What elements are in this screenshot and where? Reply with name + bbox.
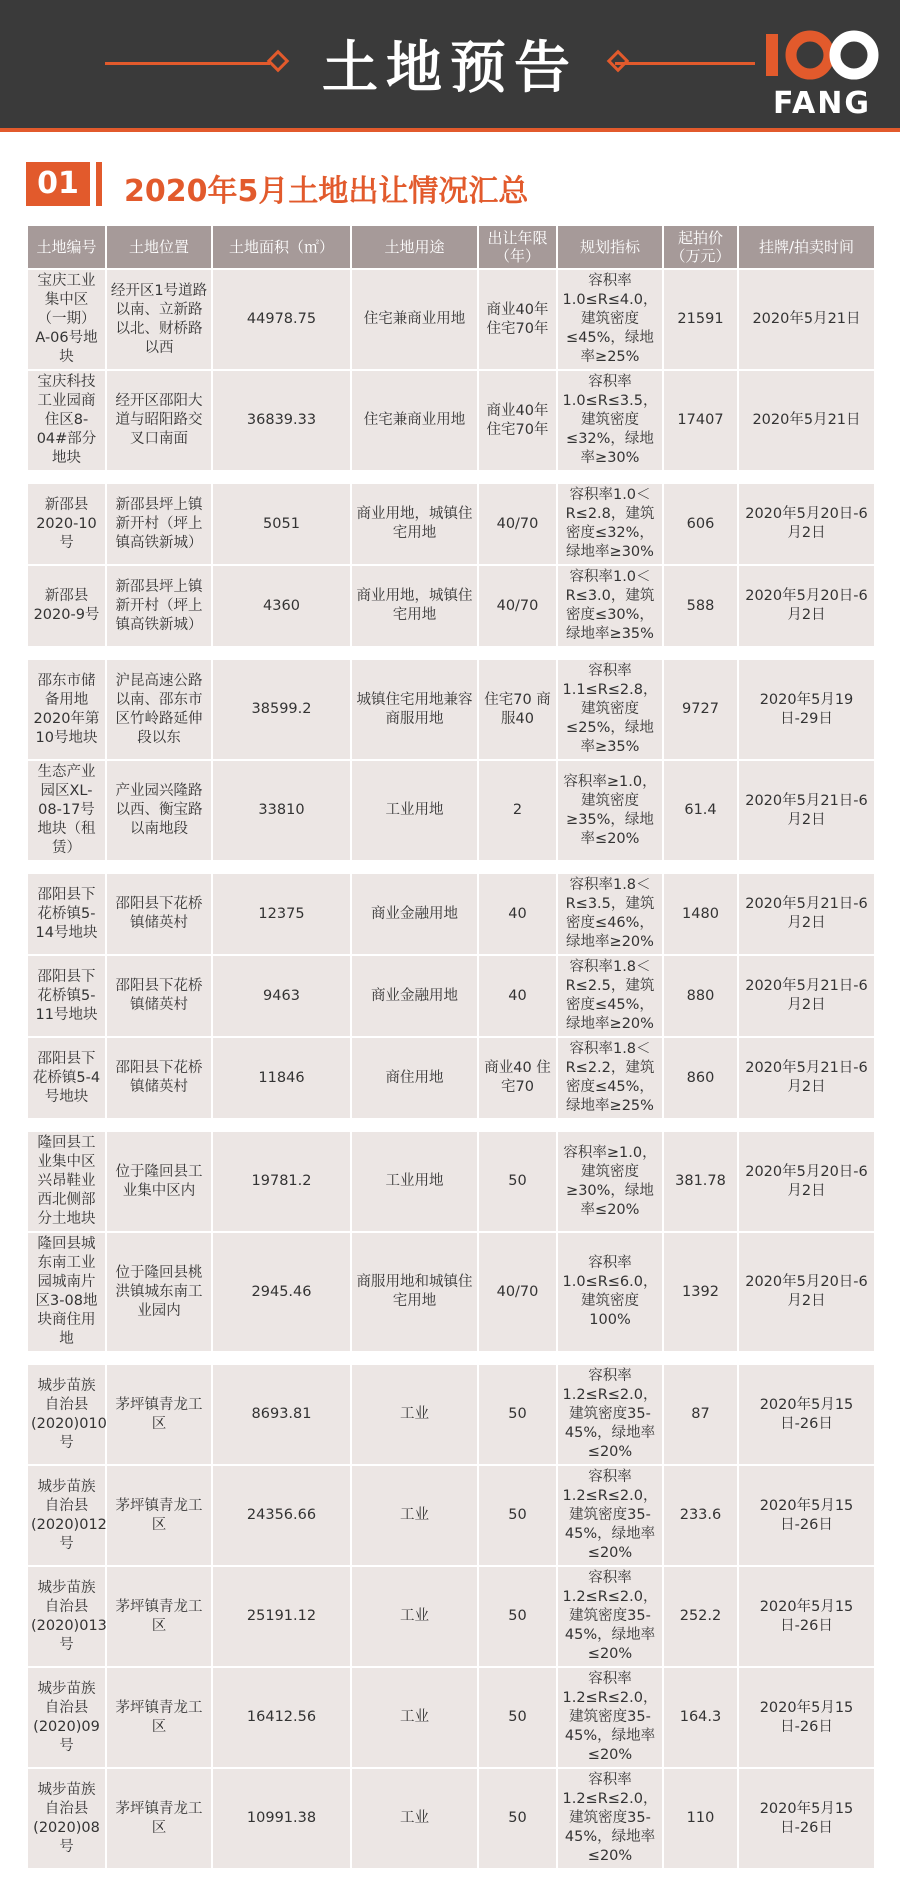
cell-usage: 城镇住宅用地兼容商服用地 xyxy=(352,660,477,759)
cell-auction-time: 2020年5月15日-26日 xyxy=(739,1365,874,1464)
cell-planning: 容积率1.8＜R≤3.5，建筑密度≤46%，绿地率≥20% xyxy=(558,874,662,954)
fang-logo xyxy=(762,24,882,124)
col-header: 土地用途 xyxy=(352,226,477,268)
cell-usage: 商住用地 xyxy=(352,1038,477,1118)
cell-term: 40 xyxy=(479,874,556,954)
table-body xyxy=(28,270,874,1868)
col-header: 起拍价（万元） xyxy=(664,226,737,268)
cell-auction-time: 2020年5月21日-6月2日 xyxy=(739,1038,874,1118)
cell-start-price: 87 xyxy=(664,1365,737,1464)
group-separator xyxy=(28,1120,874,1130)
cell-planning: 容积率1.0≤R≤3.5，建筑密度≤32%，绿地率≥30% xyxy=(558,371,662,470)
cell-location: 产业园兴隆路以西、衡宝路以南地段 xyxy=(107,761,211,860)
col-header: 挂牌/拍卖时间 xyxy=(739,226,874,268)
section-accent-bar xyxy=(96,162,102,206)
cell-auction-time: 2020年5月21日-6月2日 xyxy=(739,874,874,954)
cell-term: 50 xyxy=(479,1668,556,1767)
cell-term: 40/70 xyxy=(479,484,556,564)
cell-planning: 容积率1.8＜R≤2.5，建筑密度≤45%，绿地率≥20% xyxy=(558,956,662,1036)
cell-start-price: 880 xyxy=(664,956,737,1036)
table-row xyxy=(28,1567,874,1666)
cell-parcel-id: 宝庆工业集中区（一期）A-06号地块 xyxy=(28,270,105,369)
cell-parcel-id: 城步苗族自治县(2020)09号 xyxy=(28,1668,105,1767)
cell-area: 5051 xyxy=(213,484,350,564)
cell-start-price: 233.6 xyxy=(664,1466,737,1565)
cell-auction-time: 2020年5月15日-26日 xyxy=(739,1668,874,1767)
group-separator xyxy=(28,472,874,482)
cell-area: 44978.75 xyxy=(213,270,350,369)
table-row xyxy=(28,1668,874,1767)
cell-area: 10991.38 xyxy=(213,1769,350,1868)
cell-usage: 住宅兼商业用地 xyxy=(352,270,477,369)
cell-auction-time: 2020年5月20日-6月2日 xyxy=(739,566,874,646)
cell-location: 邵阳县下花桥镇储英村 xyxy=(107,1038,211,1118)
cell-planning: 容积率1.2≤R≤2.0，建筑密度35-45%，绿地率≤20% xyxy=(558,1668,662,1767)
logo-100-icon xyxy=(762,24,882,84)
cell-area: 33810 xyxy=(213,761,350,860)
cell-area: 36839.33 xyxy=(213,371,350,470)
cell-parcel-id: 城步苗族自治县(2020)08号 xyxy=(28,1769,105,1868)
cell-parcel-id: 新邵县2020-9号 xyxy=(28,566,105,646)
table-row xyxy=(28,761,874,860)
cell-location: 新邵县坪上镇新开村（坪上镇高铁新城） xyxy=(107,566,211,646)
cell-start-price: 17407 xyxy=(664,371,737,470)
cell-planning: 容积率1.2≤R≤2.0，建筑密度35-45%，绿地率≤20% xyxy=(558,1769,662,1868)
col-header: 土地位置 xyxy=(107,226,211,268)
cell-planning: 容积率1.0≤R≤6.0，建筑密度100% xyxy=(558,1233,662,1351)
separator-cell xyxy=(28,472,874,482)
separator-cell xyxy=(28,862,874,872)
table-row xyxy=(28,1038,874,1118)
cell-location: 茅坪镇青龙工区 xyxy=(107,1567,211,1666)
table-row xyxy=(28,874,874,954)
cell-usage: 工业用地 xyxy=(352,1132,477,1231)
table-header-row xyxy=(28,226,874,268)
cell-start-price: 164.3 xyxy=(664,1668,737,1767)
cell-auction-time: 2020年5月20日-6月2日 xyxy=(739,1132,874,1231)
cell-parcel-id: 隆回县城东南工业园城南片区3-08地块商住用地 xyxy=(28,1233,105,1351)
cell-area: 9463 xyxy=(213,956,350,1036)
cell-parcel-id: 新邵县2020-10号 xyxy=(28,484,105,564)
cell-planning: 容积率1.1≤R≤2.8，建筑密度≤25%，绿地率≥35% xyxy=(558,660,662,759)
cell-usage: 工业 xyxy=(352,1365,477,1464)
cell-parcel-id: 生态产业园区XL-08-17号地块（租赁） xyxy=(28,761,105,860)
cell-location: 茅坪镇青龙工区 xyxy=(107,1365,211,1464)
cell-parcel-id: 隆回县工业集中区兴昂鞋业西北侧部分土地块 xyxy=(28,1132,105,1231)
cell-location: 茅坪镇青龙工区 xyxy=(107,1668,211,1767)
cell-usage: 住宅兼商业用地 xyxy=(352,371,477,470)
cell-start-price: 588 xyxy=(664,566,737,646)
land-table xyxy=(26,224,876,1870)
cell-area: 24356.66 xyxy=(213,1466,350,1565)
cell-usage: 商服用地和城镇住宅用地 xyxy=(352,1233,477,1351)
cell-area: 8693.81 xyxy=(213,1365,350,1464)
banner-right-line xyxy=(615,62,755,65)
cell-start-price: 21591 xyxy=(664,270,737,369)
group-separator xyxy=(28,648,874,658)
cell-location: 茅坪镇青龙工区 xyxy=(107,1769,211,1868)
group-separator xyxy=(28,1353,874,1363)
table-row xyxy=(28,484,874,564)
cell-usage: 商业金融用地 xyxy=(352,874,477,954)
cell-area: 25191.12 xyxy=(213,1567,350,1666)
section-number: 01 xyxy=(26,162,90,206)
cell-term: 商业40年 住宅70年 xyxy=(479,270,556,369)
cell-planning: 容积率1.0＜R≤2.8，建筑密度≤32%，绿地率≥30% xyxy=(558,484,662,564)
cell-planning: 容积率1.2≤R≤2.0，建筑密度35-45%，绿地率≤20% xyxy=(558,1466,662,1565)
cell-usage: 商业金融用地 xyxy=(352,956,477,1036)
table-row xyxy=(28,566,874,646)
separator-cell xyxy=(28,1120,874,1130)
cell-location: 经开区邵阳大道与昭阳路交叉口南面 xyxy=(107,371,211,470)
cell-start-price: 1480 xyxy=(664,874,737,954)
cell-auction-time: 2020年5月20日-6月2日 xyxy=(739,1233,874,1351)
cell-auction-time: 2020年5月19日-29日 xyxy=(739,660,874,759)
cell-start-price: 61.4 xyxy=(664,761,737,860)
cell-parcel-id: 城步苗族自治县(2020)013号 xyxy=(28,1567,105,1666)
col-header: 规划指标 xyxy=(558,226,662,268)
cell-parcel-id: 城步苗族自治县(2020)010号 xyxy=(28,1365,105,1464)
cell-location: 沪昆高速公路以南、邵东市区竹岭路延伸段以东 xyxy=(107,660,211,759)
cell-start-price: 381.78 xyxy=(664,1132,737,1231)
cell-parcel-id: 邵东市储备用地2020年第10号地块 xyxy=(28,660,105,759)
cell-term: 40 xyxy=(479,956,556,1036)
cell-planning: 容积率≥1.0，建筑密度≥30%，绿地率≤20% xyxy=(558,1132,662,1231)
cell-usage: 工业 xyxy=(352,1567,477,1666)
cell-start-price: 110 xyxy=(664,1769,737,1868)
banner-title: 土地预告 xyxy=(322,36,578,101)
col-header: 土地编号 xyxy=(28,226,105,268)
cell-usage: 商业用地，城镇住宅用地 xyxy=(352,484,477,564)
cell-start-price: 1392 xyxy=(664,1233,737,1351)
cell-term: 50 xyxy=(479,1132,556,1231)
cell-auction-time: 2020年5月15日-26日 xyxy=(739,1567,874,1666)
cell-area: 4360 xyxy=(213,566,350,646)
cell-auction-time: 2020年5月20日-6月2日 xyxy=(739,484,874,564)
cell-planning: 容积率1.2≤R≤2.0，建筑密度35-45%，绿地率≤20% xyxy=(558,1567,662,1666)
cell-term: 商业40年 住宅70年 xyxy=(479,371,556,470)
cell-location: 新邵县坪上镇新开村（坪上镇高铁新城） xyxy=(107,484,211,564)
cell-auction-time: 2020年5月21日 xyxy=(739,270,874,369)
cell-auction-time: 2020年5月21日-6月2日 xyxy=(739,761,874,860)
separator-cell xyxy=(28,648,874,658)
cell-start-price: 606 xyxy=(664,484,737,564)
table-row xyxy=(28,1132,874,1231)
cell-planning: 容积率1.8＜R≤2.2，建筑密度≤45%，绿地率≥25% xyxy=(558,1038,662,1118)
cell-usage: 工业 xyxy=(352,1769,477,1868)
cell-location: 茅坪镇青龙工区 xyxy=(107,1466,211,1565)
cell-location: 位于隆回县桃洪镇城东南工业园内 xyxy=(107,1233,211,1351)
cell-start-price: 860 xyxy=(664,1038,737,1118)
cell-planning: 容积率1.0≤R≤4.0，建筑密度≤45%，绿地率≥25% xyxy=(558,270,662,369)
cell-parcel-id: 邵阳县下花桥镇5-4号地块 xyxy=(28,1038,105,1118)
table-row xyxy=(28,1365,874,1464)
cell-start-price: 252.2 xyxy=(664,1567,737,1666)
cell-auction-time: 2020年5月21日 xyxy=(739,371,874,470)
cell-term: 商业40 住宅70 xyxy=(479,1038,556,1118)
cell-area: 16412.56 xyxy=(213,1668,350,1767)
cell-term: 50 xyxy=(479,1365,556,1464)
cell-usage: 工业 xyxy=(352,1668,477,1767)
col-header: 土地面积（㎡） xyxy=(213,226,350,268)
cell-auction-time: 2020年5月15日-26日 xyxy=(739,1466,874,1565)
cell-term: 40/70 xyxy=(479,1233,556,1351)
cell-area: 11846 xyxy=(213,1038,350,1118)
cell-usage: 工业 xyxy=(352,1466,477,1565)
section-title: 2020年5月土地出让情况汇总 xyxy=(124,174,529,209)
cell-area: 12375 xyxy=(213,874,350,954)
cell-planning: 容积率1.0＜R≤3.0，建筑密度≤30%，绿地率≥35% xyxy=(558,566,662,646)
cell-auction-time: 2020年5月21日-6月2日 xyxy=(739,956,874,1036)
table-row xyxy=(28,270,874,369)
cell-parcel-id: 邵阳县下花桥镇5-14号地块 xyxy=(28,874,105,954)
table-row xyxy=(28,1233,874,1351)
cell-parcel-id: 城步苗族自治县(2020)012号 xyxy=(28,1466,105,1565)
cell-term: 2 xyxy=(479,761,556,860)
cell-location: 位于隆回县工业集中区内 xyxy=(107,1132,211,1231)
cell-auction-time: 2020年5月15日-26日 xyxy=(739,1769,874,1868)
logo-text: FANG xyxy=(773,86,871,121)
group-separator xyxy=(28,862,874,872)
cell-location: 邵阳县下花桥镇储英村 xyxy=(107,874,211,954)
cell-term: 50 xyxy=(479,1769,556,1868)
cell-parcel-id: 宝庆科技工业园商住区8-04#部分地块 xyxy=(28,371,105,470)
cell-planning: 容积率≥1.0，建筑密度≥35%，绿地率≤20% xyxy=(558,761,662,860)
table-row xyxy=(28,660,874,759)
cell-area: 2945.46 xyxy=(213,1233,350,1351)
cell-usage: 工业用地 xyxy=(352,761,477,860)
cell-term: 50 xyxy=(479,1567,556,1666)
cell-planning: 容积率1.2≤R≤2.0，建筑密度35-45%，绿地率≤20% xyxy=(558,1365,662,1464)
cell-area: 19781.2 xyxy=(213,1132,350,1231)
cell-term: 40/70 xyxy=(479,566,556,646)
cell-term: 住宅70 商服40 xyxy=(479,660,556,759)
separator-cell xyxy=(28,1353,874,1363)
col-header: 出让年限（年） xyxy=(479,226,556,268)
cell-location: 邵阳县下花桥镇储英村 xyxy=(107,956,211,1036)
cell-term: 50 xyxy=(479,1466,556,1565)
cell-location: 经开区1号道路以南、立新路以北、财桥路以西 xyxy=(107,270,211,369)
table-row xyxy=(28,1466,874,1565)
table-row xyxy=(28,956,874,1036)
cell-usage: 商业用地，城镇住宅用地 xyxy=(352,566,477,646)
table-row xyxy=(28,371,874,470)
banner xyxy=(0,0,900,132)
cell-parcel-id: 邵阳县下花桥镇5-11号地块 xyxy=(28,956,105,1036)
cell-start-price: 9727 xyxy=(664,660,737,759)
table-row xyxy=(28,1769,874,1868)
cell-area: 38599.2 xyxy=(213,660,350,759)
